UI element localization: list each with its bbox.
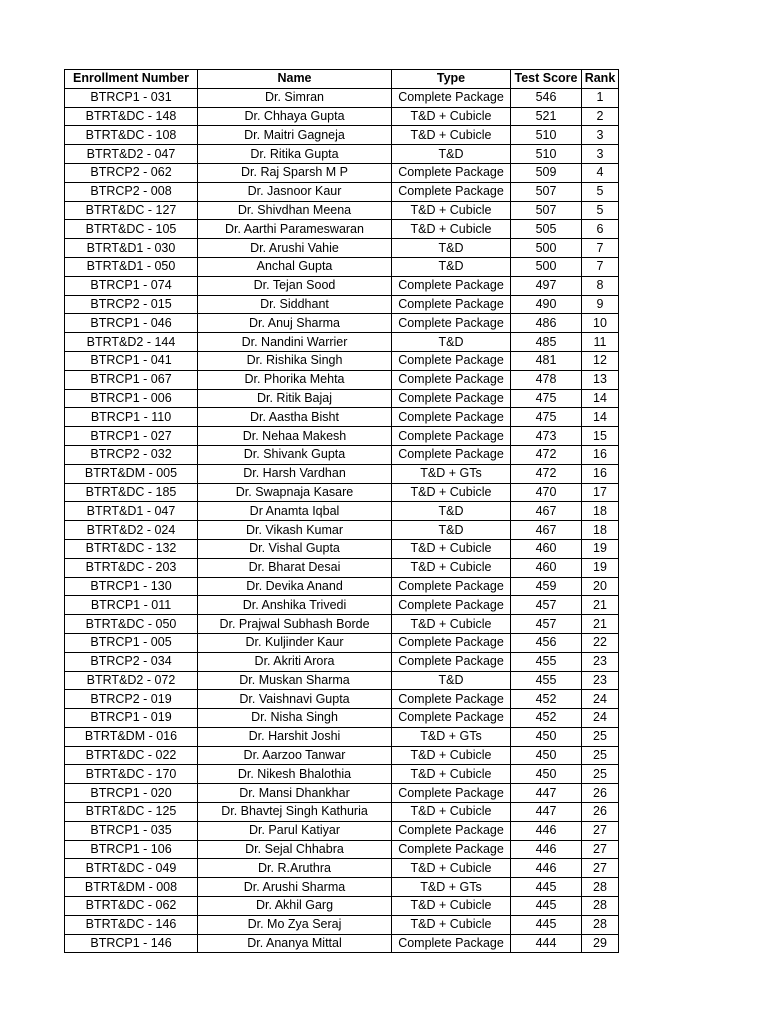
table-row	[65, 577, 619, 596]
rank-cell: 4	[582, 163, 619, 182]
table-row	[65, 934, 619, 953]
table-row	[65, 727, 619, 746]
table-row	[65, 558, 619, 577]
enrollment-number-cell: BTRT&DM - 016	[65, 727, 198, 746]
type-cell: T&D + Cubicle	[392, 539, 511, 558]
name-cell: Dr. Shivdhan Meena	[198, 201, 392, 220]
enrollment-number-cell: BTRT&D2 - 024	[65, 521, 198, 540]
test-score-cell: 460	[511, 539, 582, 558]
test-score-cell: 481	[511, 351, 582, 370]
enrollment-number-cell: BTRCP1 - 146	[65, 934, 198, 953]
rank-cell: 12	[582, 351, 619, 370]
name-cell: Dr. Mansi Dhankhar	[198, 784, 392, 803]
type-cell: T&D + Cubicle	[392, 126, 511, 145]
rank-cell: 14	[582, 408, 619, 427]
test-score-cell: 475	[511, 408, 582, 427]
test-score-cell: 486	[511, 314, 582, 333]
rank-cell: 28	[582, 897, 619, 916]
name-cell: Dr. Swapnaja Kasare	[198, 483, 392, 502]
table-row	[65, 351, 619, 370]
table-row	[65, 88, 619, 107]
rank-cell: 13	[582, 370, 619, 389]
header-name: Name	[198, 70, 392, 89]
table-row	[65, 690, 619, 709]
rank-cell: 19	[582, 539, 619, 558]
type-cell: Complete Package	[392, 182, 511, 201]
name-cell: Dr. Akriti Arora	[198, 652, 392, 671]
test-score-cell: 490	[511, 295, 582, 314]
enrollment-number-cell: BTRT&DC - 050	[65, 615, 198, 634]
test-score-cell: 452	[511, 709, 582, 728]
rank-cell: 27	[582, 840, 619, 859]
enrollment-number-cell: BTRCP1 - 019	[65, 709, 198, 728]
table-row	[65, 370, 619, 389]
table-row	[65, 652, 619, 671]
enrollment-number-cell: BTRCP1 - 005	[65, 633, 198, 652]
table-row	[65, 633, 619, 652]
name-cell: Dr. Shivank Gupta	[198, 445, 392, 464]
enrollment-number-cell: BTRCP1 - 106	[65, 840, 198, 859]
results-table	[64, 69, 619, 953]
enrollment-number-cell: BTRCP1 - 020	[65, 784, 198, 803]
rank-cell: 3	[582, 145, 619, 164]
table-row	[65, 163, 619, 182]
type-cell: T&D + Cubicle	[392, 746, 511, 765]
name-cell: Dr. Jasnoor Kaur	[198, 182, 392, 201]
rank-cell: 7	[582, 257, 619, 276]
type-cell: Complete Package	[392, 784, 511, 803]
test-score-cell: 485	[511, 333, 582, 352]
enrollment-number-cell: BTRCP1 - 006	[65, 389, 198, 408]
table-row	[65, 784, 619, 803]
rank-cell: 17	[582, 483, 619, 502]
name-cell: Dr. Aarthi Parameswaran	[198, 220, 392, 239]
type-cell: T&D + Cubicle	[392, 915, 511, 934]
table-row	[65, 145, 619, 164]
rank-cell: 22	[582, 633, 619, 652]
type-cell: Complete Package	[392, 163, 511, 182]
test-score-cell: 452	[511, 690, 582, 709]
test-score-cell: 459	[511, 577, 582, 596]
rank-cell: 21	[582, 596, 619, 615]
rank-cell: 15	[582, 427, 619, 446]
rank-cell: 27	[582, 821, 619, 840]
type-cell: Complete Package	[392, 351, 511, 370]
test-score-cell: 450	[511, 746, 582, 765]
table-row	[65, 408, 619, 427]
enrollment-number-cell: BTRCP2 - 015	[65, 295, 198, 314]
rank-cell: 11	[582, 333, 619, 352]
table-row	[65, 878, 619, 897]
test-score-cell: 446	[511, 859, 582, 878]
type-cell: T&D + Cubicle	[392, 483, 511, 502]
name-cell: Dr. Prajwal Subhash Borde	[198, 615, 392, 634]
rank-cell: 20	[582, 577, 619, 596]
test-score-cell: 457	[511, 615, 582, 634]
test-score-cell: 445	[511, 878, 582, 897]
type-cell: T&D + Cubicle	[392, 897, 511, 916]
table-row	[65, 126, 619, 145]
enrollment-number-cell: BTRCP1 - 035	[65, 821, 198, 840]
name-cell: Dr. Aastha Bisht	[198, 408, 392, 427]
table-row	[65, 502, 619, 521]
test-score-cell: 546	[511, 88, 582, 107]
rank-cell: 19	[582, 558, 619, 577]
test-score-cell: 460	[511, 558, 582, 577]
name-cell: Dr. Anshika Trivedi	[198, 596, 392, 615]
rank-cell: 1	[582, 88, 619, 107]
name-cell: Dr. Ritika Gupta	[198, 145, 392, 164]
name-cell: Dr. Arushi Sharma	[198, 878, 392, 897]
test-score-cell: 470	[511, 483, 582, 502]
name-cell: Dr. Raj Sparsh M P	[198, 163, 392, 182]
test-score-cell: 445	[511, 897, 582, 916]
type-cell: Complete Package	[392, 577, 511, 596]
name-cell: Dr. Siddhant	[198, 295, 392, 314]
type-cell: T&D + Cubicle	[392, 201, 511, 220]
rank-cell: 16	[582, 445, 619, 464]
enrollment-number-cell: BTRCP1 - 110	[65, 408, 198, 427]
type-cell: T&D	[392, 145, 511, 164]
enrollment-number-cell: BTRCP2 - 019	[65, 690, 198, 709]
rank-cell: 28	[582, 878, 619, 897]
enrollment-number-cell: BTRT&DC - 108	[65, 126, 198, 145]
enrollment-number-cell: BTRCP1 - 041	[65, 351, 198, 370]
rank-cell: 25	[582, 727, 619, 746]
type-cell: Complete Package	[392, 709, 511, 728]
table-row	[65, 803, 619, 822]
enrollment-number-cell: BTRT&DC - 049	[65, 859, 198, 878]
table-row	[65, 596, 619, 615]
enrollment-number-cell: BTRT&DC - 132	[65, 539, 198, 558]
type-cell: T&D	[392, 502, 511, 521]
name-cell: Dr. Bharat Desai	[198, 558, 392, 577]
test-score-cell: 473	[511, 427, 582, 446]
name-cell: Dr Anamta Iqbal	[198, 502, 392, 521]
name-cell: Dr. Vikash Kumar	[198, 521, 392, 540]
name-cell: Dr. Ananya Mittal	[198, 934, 392, 953]
header-type: Type	[392, 70, 511, 89]
enrollment-number-cell: BTRT&DC - 170	[65, 765, 198, 784]
test-score-cell: 450	[511, 727, 582, 746]
test-score-cell: 467	[511, 502, 582, 521]
test-score-cell: 455	[511, 652, 582, 671]
rank-cell: 2	[582, 107, 619, 126]
header-rank: Rank	[582, 70, 619, 89]
table-row	[65, 746, 619, 765]
test-score-cell: 447	[511, 803, 582, 822]
test-score-cell: 509	[511, 163, 582, 182]
enrollment-number-cell: BTRCP1 - 011	[65, 596, 198, 615]
enrollment-number-cell: BTRCP1 - 067	[65, 370, 198, 389]
enrollment-number-cell: BTRCP1 - 074	[65, 276, 198, 295]
rank-cell: 26	[582, 803, 619, 822]
rank-cell: 23	[582, 652, 619, 671]
enrollment-number-cell: BTRT&DM - 008	[65, 878, 198, 897]
test-score-cell: 446	[511, 821, 582, 840]
enrollment-number-cell: BTRT&DM - 005	[65, 464, 198, 483]
rank-cell: 16	[582, 464, 619, 483]
enrollment-number-cell: BTRT&DC - 148	[65, 107, 198, 126]
name-cell: Dr. Muskan Sharma	[198, 671, 392, 690]
table-row	[65, 333, 619, 352]
table-body	[65, 88, 619, 953]
name-cell: Dr. Nikesh Bhalothia	[198, 765, 392, 784]
test-score-cell: 510	[511, 126, 582, 145]
test-score-cell: 472	[511, 445, 582, 464]
test-score-cell: 475	[511, 389, 582, 408]
test-score-cell: 456	[511, 633, 582, 652]
name-cell: Dr. Vishal Gupta	[198, 539, 392, 558]
type-cell: Complete Package	[392, 821, 511, 840]
type-cell: T&D	[392, 257, 511, 276]
name-cell: Dr. Phorika Mehta	[198, 370, 392, 389]
test-score-cell: 446	[511, 840, 582, 859]
table-row	[65, 859, 619, 878]
type-cell: T&D	[392, 671, 511, 690]
rank-cell: 10	[582, 314, 619, 333]
enrollment-number-cell: BTRT&D1 - 050	[65, 257, 198, 276]
test-score-cell: 507	[511, 201, 582, 220]
type-cell: Complete Package	[392, 427, 511, 446]
name-cell: Dr. Chhaya Gupta	[198, 107, 392, 126]
type-cell: Complete Package	[392, 596, 511, 615]
type-cell: T&D + Cubicle	[392, 859, 511, 878]
type-cell: Complete Package	[392, 389, 511, 408]
name-cell: Dr. Anuj Sharma	[198, 314, 392, 333]
enrollment-number-cell: BTRT&D1 - 047	[65, 502, 198, 521]
table-row	[65, 539, 619, 558]
test-score-cell: 457	[511, 596, 582, 615]
rank-cell: 23	[582, 671, 619, 690]
enrollment-number-cell: BTRCP1 - 046	[65, 314, 198, 333]
name-cell: Dr. R.Aruthra	[198, 859, 392, 878]
enrollment-number-cell: BTRCP2 - 062	[65, 163, 198, 182]
type-cell: T&D + GTs	[392, 464, 511, 483]
type-cell: T&D + Cubicle	[392, 558, 511, 577]
table-row	[65, 257, 619, 276]
enrollment-number-cell: BTRT&D2 - 144	[65, 333, 198, 352]
type-cell: T&D + GTs	[392, 727, 511, 746]
name-cell: Dr. Nandini Warrier	[198, 333, 392, 352]
type-cell: T&D + Cubicle	[392, 107, 511, 126]
rank-cell: 5	[582, 182, 619, 201]
table-row	[65, 709, 619, 728]
type-cell: Complete Package	[392, 370, 511, 389]
test-score-cell: 467	[511, 521, 582, 540]
table-row	[65, 821, 619, 840]
name-cell: Dr. Sejal Chhabra	[198, 840, 392, 859]
enrollment-number-cell: BTRT&DC - 185	[65, 483, 198, 502]
name-cell: Dr. Bhavtej Singh Kathuria	[198, 803, 392, 822]
name-cell: Anchal Gupta	[198, 257, 392, 276]
table-row	[65, 521, 619, 540]
type-cell: T&D + GTs	[392, 878, 511, 897]
test-score-cell: 507	[511, 182, 582, 201]
rank-cell: 21	[582, 615, 619, 634]
table-row	[65, 389, 619, 408]
type-cell: Complete Package	[392, 276, 511, 295]
type-cell: T&D + Cubicle	[392, 803, 511, 822]
enrollment-number-cell: BTRCP1 - 031	[65, 88, 198, 107]
rank-cell: 5	[582, 201, 619, 220]
test-score-cell: 445	[511, 915, 582, 934]
type-cell: T&D	[392, 239, 511, 258]
test-score-cell: 500	[511, 257, 582, 276]
name-cell: Dr. Ritik Bajaj	[198, 389, 392, 408]
test-score-cell: 472	[511, 464, 582, 483]
table-row	[65, 295, 619, 314]
table-row	[65, 276, 619, 295]
name-cell: Dr. Arushi Vahie	[198, 239, 392, 258]
name-cell: Dr. Harsh Vardhan	[198, 464, 392, 483]
table-row	[65, 483, 619, 502]
name-cell: Dr. Devika Anand	[198, 577, 392, 596]
enrollment-number-cell: BTRT&DC - 146	[65, 915, 198, 934]
enrollment-number-cell: BTRT&DC - 062	[65, 897, 198, 916]
table-row	[65, 220, 619, 239]
rank-cell: 7	[582, 239, 619, 258]
type-cell: Complete Package	[392, 934, 511, 953]
test-score-cell: 455	[511, 671, 582, 690]
enrollment-number-cell: BTRCP1 - 027	[65, 427, 198, 446]
enrollment-number-cell: BTRT&D1 - 030	[65, 239, 198, 258]
rank-cell: 18	[582, 502, 619, 521]
rank-cell: 9	[582, 295, 619, 314]
table-row	[65, 201, 619, 220]
rank-cell: 26	[582, 784, 619, 803]
enrollment-number-cell: BTRT&DC - 022	[65, 746, 198, 765]
test-score-cell: 505	[511, 220, 582, 239]
test-score-cell: 521	[511, 107, 582, 126]
enrollment-number-cell: BTRT&DC - 127	[65, 201, 198, 220]
test-score-cell: 500	[511, 239, 582, 258]
enrollment-number-cell: BTRT&D2 - 047	[65, 145, 198, 164]
table-row	[65, 615, 619, 634]
type-cell: Complete Package	[392, 408, 511, 427]
table-row	[65, 765, 619, 784]
rank-cell: 18	[582, 521, 619, 540]
table-row	[65, 464, 619, 483]
type-cell: T&D + Cubicle	[392, 220, 511, 239]
enrollment-number-cell: BTRCP2 - 032	[65, 445, 198, 464]
name-cell: Dr. Kuljinder Kaur	[198, 633, 392, 652]
table-row	[65, 182, 619, 201]
type-cell: Complete Package	[392, 840, 511, 859]
table-row	[65, 314, 619, 333]
type-cell: Complete Package	[392, 445, 511, 464]
name-cell: Dr. Maitri Gagneja	[198, 126, 392, 145]
enrollment-number-cell: BTRT&DC - 105	[65, 220, 198, 239]
name-cell: Dr. Tejan Sood	[198, 276, 392, 295]
enrollment-number-cell: BTRCP1 - 130	[65, 577, 198, 596]
type-cell: Complete Package	[392, 633, 511, 652]
enrollment-number-cell: BTRCP2 - 034	[65, 652, 198, 671]
name-cell: Dr. Nehaa Makesh	[198, 427, 392, 446]
header-test-score: Test Score	[511, 70, 582, 89]
table-row	[65, 897, 619, 916]
type-cell: Complete Package	[392, 295, 511, 314]
enrollment-number-cell: BTRT&D2 - 072	[65, 671, 198, 690]
type-cell: T&D + Cubicle	[392, 765, 511, 784]
name-cell: Dr. Rishika Singh	[198, 351, 392, 370]
enrollment-number-cell: BTRCP2 - 008	[65, 182, 198, 201]
table-row	[65, 445, 619, 464]
rank-cell: 29	[582, 934, 619, 953]
type-cell: Complete Package	[392, 88, 511, 107]
type-cell: T&D	[392, 521, 511, 540]
rank-cell: 24	[582, 709, 619, 728]
name-cell: Dr. Harshit Joshi	[198, 727, 392, 746]
type-cell: Complete Package	[392, 652, 511, 671]
type-cell: T&D + Cubicle	[392, 615, 511, 634]
test-score-cell: 478	[511, 370, 582, 389]
table-row	[65, 107, 619, 126]
test-score-cell: 447	[511, 784, 582, 803]
rank-cell: 8	[582, 276, 619, 295]
header-enrollment-number: Enrollment Number	[65, 70, 198, 89]
table-row	[65, 671, 619, 690]
test-score-cell: 510	[511, 145, 582, 164]
name-cell: Dr. Aarzoo Tanwar	[198, 746, 392, 765]
name-cell: Dr. Parul Katiyar	[198, 821, 392, 840]
test-score-cell: 450	[511, 765, 582, 784]
name-cell: Dr. Simran	[198, 88, 392, 107]
type-cell: Complete Package	[392, 314, 511, 333]
name-cell: Dr. Nisha Singh	[198, 709, 392, 728]
type-cell: T&D	[392, 333, 511, 352]
enrollment-number-cell: BTRT&DC - 125	[65, 803, 198, 822]
table-row	[65, 427, 619, 446]
rank-cell: 25	[582, 746, 619, 765]
rank-cell: 3	[582, 126, 619, 145]
table-row	[65, 915, 619, 934]
table-row	[65, 239, 619, 258]
rank-cell: 28	[582, 915, 619, 934]
header-row	[65, 70, 619, 89]
test-score-cell: 497	[511, 276, 582, 295]
name-cell: Dr. Vaishnavi Gupta	[198, 690, 392, 709]
rank-cell: 14	[582, 389, 619, 408]
type-cell: Complete Package	[392, 690, 511, 709]
rank-cell: 25	[582, 765, 619, 784]
rank-cell: 27	[582, 859, 619, 878]
table-row	[65, 840, 619, 859]
test-score-cell: 444	[511, 934, 582, 953]
name-cell: Dr. Mo Zya Seraj	[198, 915, 392, 934]
rank-cell: 6	[582, 220, 619, 239]
enrollment-number-cell: BTRT&DC - 203	[65, 558, 198, 577]
name-cell: Dr. Akhil Garg	[198, 897, 392, 916]
rank-cell: 24	[582, 690, 619, 709]
